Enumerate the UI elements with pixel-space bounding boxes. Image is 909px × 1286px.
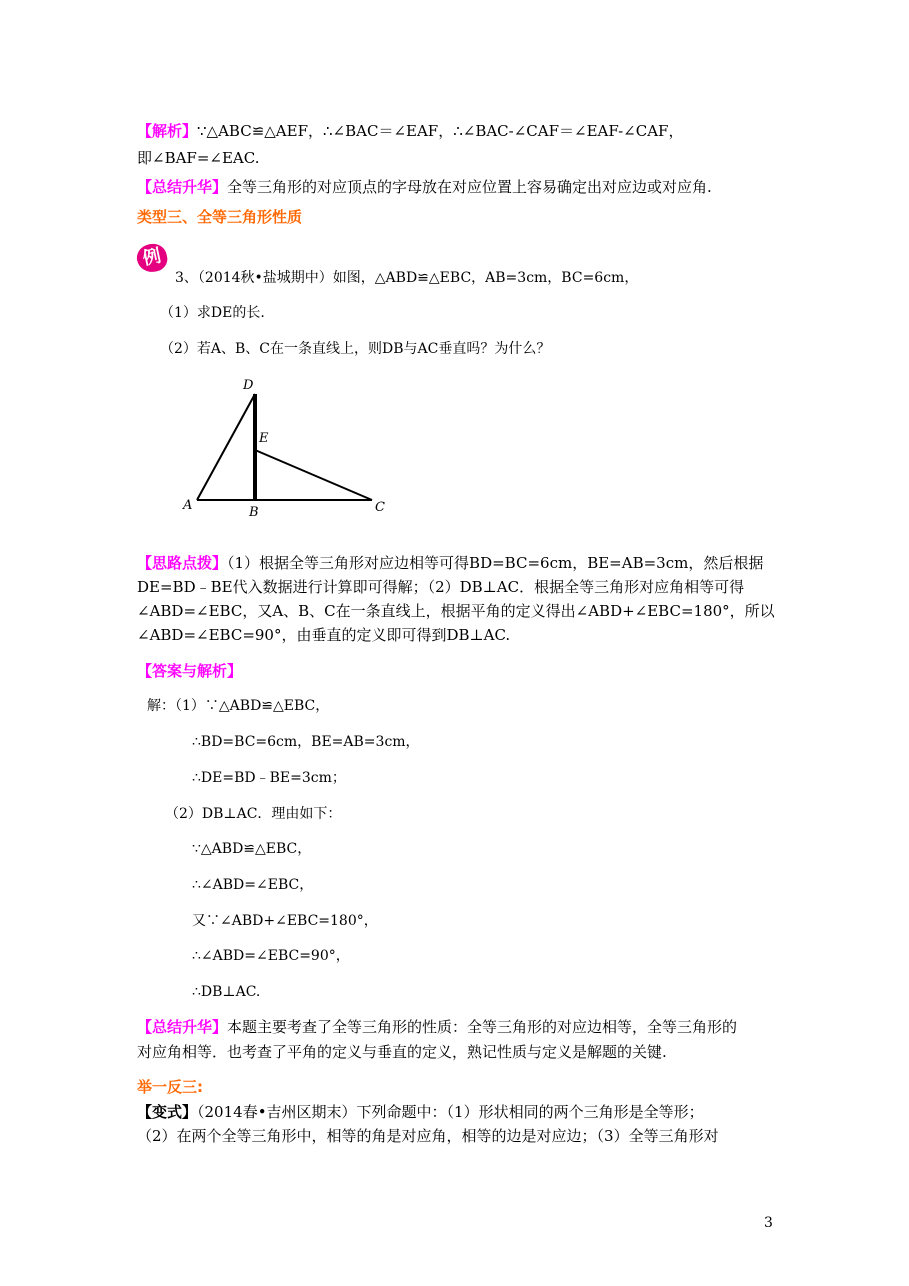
answer-tag: 【答案与解析】 [137, 662, 243, 680]
practice-tag: 【变式】 [137, 1103, 198, 1121]
analysis-tag: 【解析】 [137, 122, 198, 140]
practice-text-1: （2014春•吉州区期末）下列命题中：（1）形状相同的两个三角形是全等形； [197, 1103, 704, 1121]
answer-step-4: （2）DB⊥AC．理由如下： [165, 806, 342, 822]
summary-1-text: 全等三角形的对应顶点的字母放在对应位置上容易确定出对应边或对应角. [227, 178, 712, 196]
page-number: 3 [764, 1215, 773, 1231]
analysis-text-1: ∵△ABC≌△AEF，∴∠BAC＝∠EAF，∴∠BAC-∠CAF＝∠EAF-∠CAF， [197, 122, 684, 140]
hint-line-3: ∠ABD=∠EBC，又A、B、C在一条直线上，根据平角的定义得出∠ABD+∠EBC=180°，所以 [137, 602, 775, 620]
hint-line-2: DE=BD﹣BE代入数据进行计算即可得解；（2）DB⊥AC．根据全等三角形对应角相等可得 [137, 578, 745, 596]
answer-step-2: ∴BD=BC=6cm，BE=AB=3cm， [192, 734, 420, 750]
practice-line-1 [137, 1102, 704, 1122]
answer-step-1: 解：（1）∵△ABD≌△EBC， [147, 698, 330, 714]
analysis-line-2: 即∠BAF=∠EAC. [137, 149, 260, 167]
label-c: C [375, 500, 385, 515]
hint-line-4: ∠ABD=∠EBC=90°，由垂直的定义即可得到DB⊥AC. [137, 626, 511, 644]
label-b: B [249, 505, 259, 520]
answer-step-8: ∴∠ABD=∠EBC=90°， [192, 948, 350, 964]
example-question-2: （2）若A、B、C在一条直线上，则DB与AC垂直吗？为什么？ [160, 341, 551, 357]
example-badge-icon: 例 [134, 241, 169, 275]
hint-tag: 【思路点拨】 [137, 554, 228, 572]
summary-2-line-1 [137, 1017, 737, 1037]
answer-step-6: ∴∠ABD=∠EBC， [192, 877, 314, 893]
example-stem: 3、（2014秋•盐城期中）如图，△ABD≌△EBC，AB=3cm，BC=6cm， [175, 270, 639, 286]
label-d: D [243, 378, 254, 393]
summary-2-tag: 【总结升华】 [137, 1018, 228, 1036]
summary-2-line-2: 对应角相等．也考查了平角的定义与垂直的定义，熟记性质与定义是解题的关键. [137, 1043, 667, 1061]
analysis-line-1 [137, 121, 683, 141]
section-heading: 类型三、全等三角形性质 [137, 208, 303, 226]
answer-step-5: ∵△ABD≌△EBC， [192, 841, 312, 857]
answer-step-9: ∴DB⊥AC. [192, 984, 261, 1000]
summary-1 [137, 177, 712, 197]
answer-step-3: ∴DE=BD﹣BE=3cm； [192, 770, 346, 786]
hint-line-1 [137, 553, 763, 573]
summary-2-text-1: 本题主要考查了全等三角形的性质：全等三角形的对应边相等，全等三角形的 [227, 1018, 738, 1036]
summary-1-tag: 【总结升华】 [137, 178, 228, 196]
example-question-1: （1）求DE的长. [160, 305, 265, 321]
label-e: E [259, 431, 269, 446]
segment-ec [255, 450, 372, 500]
segment-ad [197, 394, 255, 500]
practice-line-2: （2）在两个全等三角形中，相等的角是对应角，相等的边是对应边；（3）全等三角形对 [137, 1127, 719, 1145]
practice-heading: 举一反三: [137, 1078, 203, 1096]
triangle-figure [175, 372, 415, 522]
label-a: A [183, 498, 193, 513]
hint-text-1: （1）根据全等三角形对应边相等可得BD=BC=6cm，BE=AB=3cm，然后根据 [227, 554, 764, 572]
answer-step-7: 又∵∠ABD+∠EBC=180°， [192, 913, 378, 929]
